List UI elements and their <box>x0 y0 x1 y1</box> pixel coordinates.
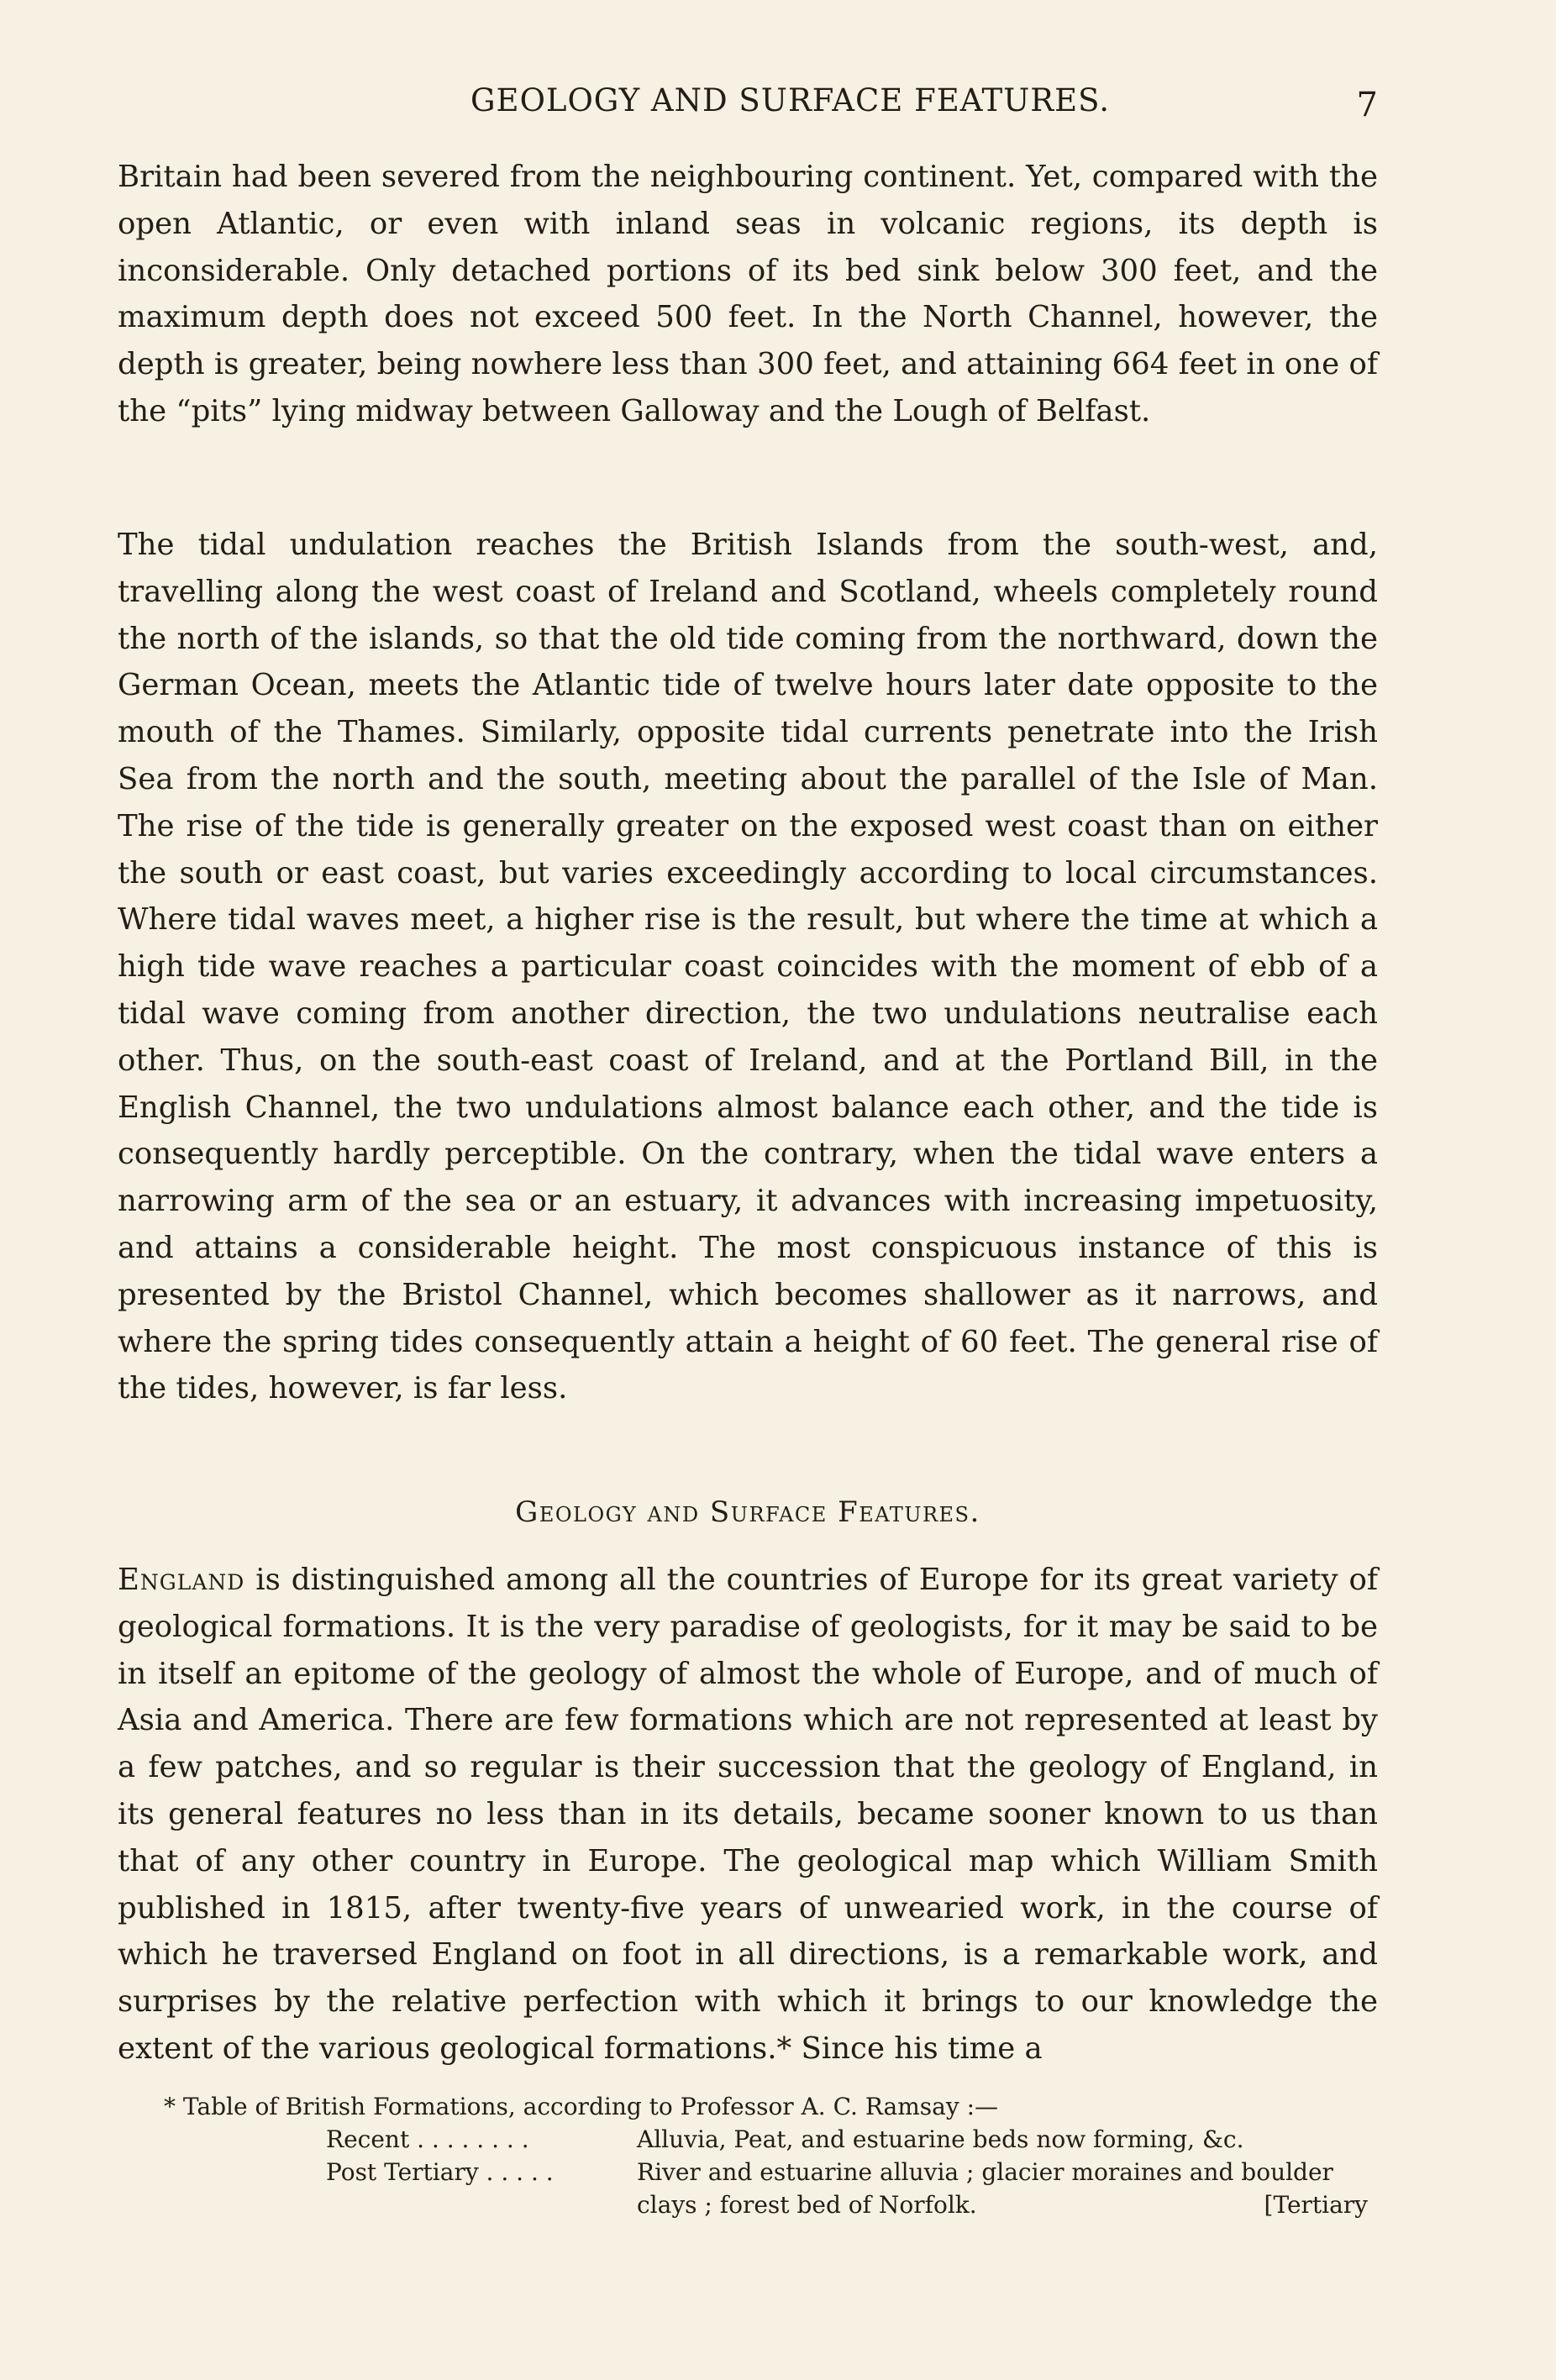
footnote-row <box>164 2156 1378 2221</box>
paragraph-body: is distinguished among all the countries of Europe for its great variety of geological formations. It is the very paradise of geologists, for it may be said to be in itself an epitome of the geology of almost the whole of Europe, and of much of Asia and America. There are few formations which are not represented at least by a few patches, and so regular is their succession that the geology of England, in its general features no less than in its details, became sooner known to us than that of any other country in Europe. The geological map which William Smith published in 1815, after twenty-five years of unwearied work, in the course of which he traversed England on foot in all directions, is a remarkable work, and surprises by the relative perfection with which it brings to our knowledge the extent of the various geological formations.* Since his time a <box>118 1563 1378 2066</box>
paragraph-lead-word: England <box>118 1563 245 1597</box>
footnote-term: Recent . . . . . . . . <box>326 2125 529 2153</box>
paragraph-north-channel-depth: Britain had been severed from the neighbouring continent. Yet, compared with the open Atlantic, or even with inland seas in volcanic regions, its depth is inconsiderable. Only detached portions of its bed sink below 300 feet, and the maximum depth does not exceed 500 feet. In the North Channel, however, the depth is greater, being nowhere less than 300 feet, and attaining 664 feet in one of the “pits” lying midway between Galloway and the Lough of Belfast. <box>118 160 1378 428</box>
footnote-intro: * Table of British Formations, according to Professor A. C. Ramsay :— <box>164 2093 999 2120</box>
footnote-definition-line: River and estuarine alluvia ; glacier moraines and boulder <box>637 2158 1333 2186</box>
footnote-row <box>164 2123 1378 2156</box>
section-heading: Geology and Surface Features. <box>515 1495 980 1529</box>
catchword: [Tertiary <box>1264 2191 1368 2219</box>
running-title: GEOLOGY AND SURFACE FEATURES. <box>470 82 1110 118</box>
footnote <box>164 2090 1378 2221</box>
footnote-definition: Alluvia, Peat, and estuarine beds now forming, &c. <box>637 2125 1244 2153</box>
footnote-continuation: clays ; forest bed of Norfolk. <box>637 2191 977 2219</box>
paragraph-england-geology <box>118 1557 1378 2073</box>
footnote-definition <box>637 2156 1378 2221</box>
paragraph-tidal-undulation: The tidal undulation reaches the British Islands from the south-west, and, travelling along the west coast of Ireland and Scotland, wheels completely round the north of the islands, so that the old tide coming from the northward, down the German Ocean, meets the Atlantic tide of twelve hours later date opposite to the mouth of the Thames. Similarly, opposite tidal currents penetrate into the Irish Sea from the north and the south, meeting about the parallel of the Isle of Man. The rise of the tide is generally greater on the exposed west coast than on either the south or east coast, but varies exceedingly according to local circumstances. Where tidal waves meet, a higher rise is the result, but where the time at which a high tide wave reaches a particular coast coincides with the moment of ebb of a tidal wave coming from another direction, the two undulations neutralise each other. Thus, on the south-east coast of Ireland, and at the Portland Bill, in the English Channel, the two undulations almost balance each other, and the tide is consequently hardly perceptible. On the contrary, when the tidal wave enters a narrowing arm of the sea or an estuary, it advances with increasing impetuosity, and attains a considerable height. The most conspicuous instance of this is presented by the Bristol Channel, which becomes shallower as it narrows, and where the spring tides consequently attain a height of 60 feet. The general rise of the tides, however, is far less. <box>118 528 1378 1406</box>
footnote-term: Post Tertiary . . . . . <box>326 2158 554 2186</box>
footnote-continuation-line <box>637 2188 1378 2221</box>
page-number: 7 <box>1356 86 1378 124</box>
running-head <box>118 82 1378 133</box>
